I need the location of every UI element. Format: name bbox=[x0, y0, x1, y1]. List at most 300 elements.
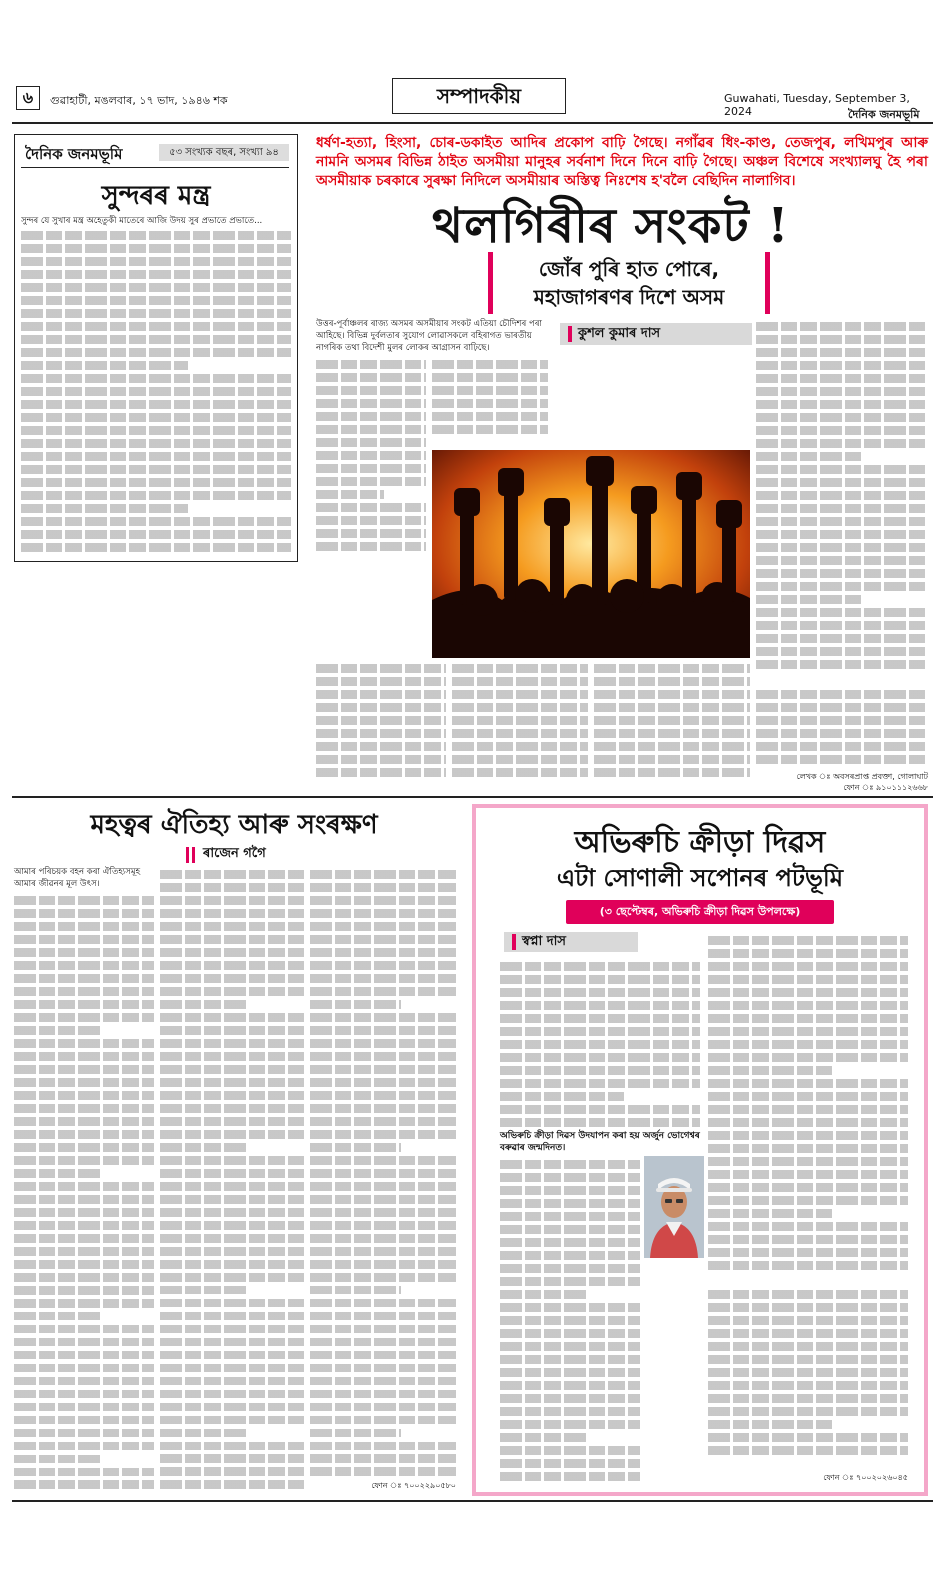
text-line bbox=[432, 425, 548, 434]
text-line bbox=[160, 1429, 249, 1438]
heritage-author: ৰাজেন গগৈ bbox=[203, 846, 266, 861]
text-line bbox=[310, 1039, 456, 1048]
text-line bbox=[14, 922, 154, 931]
text-line bbox=[708, 1144, 908, 1153]
heritage-byline-accent bbox=[186, 847, 189, 863]
text-line bbox=[594, 677, 750, 686]
text-line bbox=[756, 504, 928, 513]
text-line bbox=[756, 742, 928, 751]
text-line bbox=[160, 1052, 304, 1061]
text-line bbox=[500, 1394, 640, 1403]
text-line bbox=[708, 1433, 908, 1442]
heritage-phone: ফোন ঃ ৭০০২২৯০৫৮০ bbox=[371, 1481, 456, 1490]
text-line bbox=[310, 961, 456, 970]
text-line bbox=[14, 1195, 154, 1204]
text-line bbox=[316, 373, 426, 382]
text-line bbox=[316, 529, 426, 538]
text-line bbox=[500, 1199, 640, 1208]
text-line bbox=[160, 974, 304, 983]
text-line bbox=[756, 569, 928, 578]
text-line bbox=[500, 1290, 587, 1299]
text-line bbox=[310, 1221, 456, 1230]
text-line bbox=[756, 582, 928, 591]
text-line bbox=[160, 1247, 304, 1256]
text-line bbox=[756, 703, 928, 712]
text-line bbox=[14, 1117, 154, 1126]
text-line bbox=[160, 1325, 304, 1334]
text-line bbox=[160, 1195, 304, 1204]
text-line bbox=[160, 1454, 304, 1463]
text-line bbox=[310, 1467, 456, 1476]
text-line bbox=[310, 1078, 456, 1087]
text-line bbox=[310, 1273, 456, 1282]
text-line bbox=[500, 1160, 640, 1169]
text-line bbox=[310, 948, 456, 957]
text-line bbox=[316, 477, 426, 486]
text-line bbox=[756, 348, 928, 357]
heritage-byline bbox=[186, 844, 266, 865]
text-line bbox=[316, 768, 446, 777]
text-line bbox=[500, 1316, 640, 1325]
text-line bbox=[594, 768, 750, 777]
heritage-col-2 bbox=[160, 866, 304, 1492]
text-line bbox=[310, 1117, 456, 1126]
main-col-7 bbox=[756, 686, 928, 770]
text-line bbox=[14, 1273, 154, 1282]
text-line bbox=[756, 361, 928, 370]
main-byline bbox=[560, 323, 752, 345]
text-line bbox=[500, 1001, 700, 1010]
main-phone: ফোন ঃ ৯১০১১১২৬৬৮ bbox=[843, 783, 928, 792]
text-line bbox=[21, 244, 291, 253]
text-line bbox=[21, 348, 291, 357]
text-line bbox=[756, 647, 928, 656]
text-line bbox=[160, 1078, 304, 1087]
text-line bbox=[756, 517, 928, 526]
text-line bbox=[21, 270, 291, 279]
text-line bbox=[594, 690, 750, 699]
text-line bbox=[310, 1156, 456, 1165]
text-line bbox=[310, 922, 456, 931]
text-line bbox=[160, 1234, 304, 1243]
text-line bbox=[21, 322, 291, 331]
text-line bbox=[160, 948, 304, 957]
text-line bbox=[756, 608, 928, 617]
editorial-title: সুন্দৰৰ মন্ত্ৰ bbox=[101, 181, 211, 211]
text-line bbox=[160, 1039, 304, 1048]
text-line bbox=[310, 1325, 456, 1334]
text-line bbox=[14, 1234, 154, 1243]
text-line bbox=[160, 1130, 304, 1139]
sports-col-1 bbox=[500, 958, 700, 1128]
text-line bbox=[14, 1130, 154, 1139]
text-line bbox=[160, 987, 304, 996]
text-line bbox=[500, 1027, 700, 1036]
text-line bbox=[708, 1355, 908, 1364]
text-line bbox=[14, 1052, 154, 1061]
editorial-body bbox=[21, 227, 291, 553]
sports-tag: (৩ ছেপ্টেম্বৰ, অভিৰুচি ক্ৰীড়া দিৱস উপলক্ষে) bbox=[566, 900, 834, 924]
text-line bbox=[21, 335, 291, 344]
text-line bbox=[500, 1381, 640, 1390]
text-line bbox=[756, 465, 928, 474]
text-line bbox=[316, 664, 446, 673]
text-line bbox=[756, 387, 928, 396]
text-line bbox=[708, 1420, 832, 1429]
text-line bbox=[160, 1403, 304, 1412]
text-line bbox=[14, 1039, 154, 1048]
text-line bbox=[310, 1416, 456, 1425]
sports-subheadline: এটা সোণালী সপোনৰ পটভূমি bbox=[556, 863, 844, 892]
text-line bbox=[160, 961, 304, 970]
text-line bbox=[594, 716, 750, 725]
text-line bbox=[21, 517, 291, 526]
text-line bbox=[310, 1130, 456, 1139]
text-line bbox=[310, 870, 456, 879]
text-line bbox=[708, 1118, 908, 1127]
text-line bbox=[756, 439, 928, 448]
text-line bbox=[310, 1247, 456, 1256]
text-line bbox=[21, 504, 188, 513]
heritage-col-1 bbox=[14, 892, 154, 1492]
text-line bbox=[500, 1407, 640, 1416]
text-line bbox=[756, 491, 928, 500]
text-line bbox=[500, 1368, 640, 1377]
text-line bbox=[500, 962, 700, 971]
text-line bbox=[756, 530, 928, 539]
text-line bbox=[21, 231, 291, 240]
text-line bbox=[708, 1001, 908, 1010]
sports-headline: অভিৰুচি ক্ৰীড়া দিৱস bbox=[574, 825, 826, 860]
text-line bbox=[500, 1238, 640, 1247]
portrait-svg bbox=[644, 1156, 704, 1258]
text-line bbox=[310, 987, 456, 996]
text-line bbox=[310, 1065, 456, 1074]
text-line bbox=[14, 1351, 154, 1360]
text-line bbox=[432, 399, 548, 408]
text-line bbox=[160, 1000, 249, 1009]
text-line bbox=[316, 412, 426, 421]
text-line bbox=[21, 452, 291, 461]
text-line bbox=[160, 922, 304, 931]
heritage-headline: মহত্বৰ ঐতিহ্য আৰু সংৰক্ষণ bbox=[90, 810, 378, 840]
text-line bbox=[756, 400, 928, 409]
text-line bbox=[756, 690, 928, 699]
text-line bbox=[21, 309, 291, 318]
text-line bbox=[160, 1013, 304, 1022]
sports-pull-quote: অভিৰুচি ক্ৰীড়া দিৱস উদযাপন কৰা হয় অৰ্জুন ভোগেশ্বৰ বৰুৱাৰ জন্মদিনত। bbox=[500, 1131, 700, 1153]
protest-svg bbox=[432, 450, 750, 658]
text-line bbox=[21, 530, 291, 539]
text-line bbox=[21, 387, 291, 396]
text-line bbox=[756, 556, 928, 565]
text-line bbox=[310, 1208, 456, 1217]
text-line bbox=[316, 490, 384, 499]
text-line bbox=[310, 1377, 456, 1386]
text-line bbox=[160, 1208, 304, 1217]
header-dateline-english: Guwahati, Tuesday, September 3, 2024 bbox=[724, 92, 910, 118]
text-line bbox=[500, 1420, 640, 1429]
text-line bbox=[21, 426, 291, 435]
text-line bbox=[452, 703, 588, 712]
text-line bbox=[21, 413, 291, 422]
text-line bbox=[310, 883, 456, 892]
text-line bbox=[160, 1273, 304, 1282]
text-line bbox=[160, 1026, 304, 1035]
text-line bbox=[160, 1364, 304, 1373]
text-line bbox=[160, 1480, 304, 1489]
text-line bbox=[14, 1065, 154, 1074]
text-line bbox=[500, 1066, 700, 1075]
text-line bbox=[310, 896, 456, 905]
text-line bbox=[756, 452, 863, 461]
text-line bbox=[310, 1026, 456, 1035]
text-line bbox=[756, 322, 928, 331]
text-line bbox=[14, 1026, 101, 1035]
text-line bbox=[310, 909, 456, 918]
text-line bbox=[310, 1169, 456, 1178]
text-line bbox=[14, 909, 154, 918]
text-line bbox=[14, 935, 154, 944]
text-line bbox=[708, 1407, 908, 1416]
text-line bbox=[160, 1104, 304, 1113]
text-line bbox=[500, 1053, 700, 1062]
masthead-brand: দৈনিক জনমভূমি bbox=[25, 145, 123, 163]
text-line bbox=[708, 1079, 908, 1088]
text-line bbox=[708, 1131, 908, 1140]
main-subhead-line2: মহাজাগৰণৰ দিশে অসম bbox=[533, 285, 725, 309]
text-line bbox=[432, 412, 548, 421]
page-header bbox=[12, 78, 933, 124]
text-line bbox=[14, 1442, 154, 1451]
sports-col-1b bbox=[500, 1156, 640, 1486]
text-line bbox=[500, 1472, 640, 1481]
header-rule bbox=[12, 122, 933, 124]
text-line bbox=[316, 516, 426, 525]
text-line bbox=[310, 1454, 456, 1463]
text-line bbox=[756, 755, 928, 764]
text-line bbox=[316, 438, 426, 447]
text-line bbox=[432, 386, 548, 395]
text-line bbox=[14, 1078, 154, 1087]
text-line bbox=[756, 335, 928, 344]
text-line bbox=[708, 1222, 908, 1231]
text-line bbox=[310, 1429, 401, 1438]
mid-rule bbox=[12, 796, 933, 798]
text-line bbox=[708, 1183, 908, 1192]
text-line bbox=[500, 1092, 624, 1101]
text-line bbox=[310, 1403, 456, 1412]
text-line bbox=[310, 1052, 456, 1061]
text-line bbox=[160, 1156, 304, 1165]
text-line bbox=[21, 439, 291, 448]
text-line bbox=[708, 1316, 908, 1325]
text-line bbox=[160, 870, 304, 879]
text-line bbox=[316, 716, 446, 725]
text-line bbox=[316, 503, 426, 512]
text-line bbox=[310, 1364, 456, 1373]
text-line bbox=[708, 1053, 908, 1062]
text-line bbox=[708, 1092, 908, 1101]
text-line bbox=[160, 1169, 304, 1178]
editorial-box bbox=[14, 134, 298, 562]
main-subhead-box bbox=[488, 252, 770, 314]
main-col-5 bbox=[452, 660, 588, 784]
protest-illustration bbox=[432, 450, 750, 658]
sports-col-3 bbox=[708, 1286, 908, 1466]
text-line bbox=[14, 1247, 154, 1256]
text-line bbox=[21, 491, 291, 500]
text-line bbox=[316, 451, 426, 460]
text-line bbox=[594, 664, 750, 673]
text-line bbox=[452, 690, 588, 699]
text-line bbox=[160, 1312, 304, 1321]
text-line bbox=[310, 1286, 401, 1295]
sports-box bbox=[472, 804, 928, 1496]
text-line bbox=[14, 1338, 154, 1347]
text-line bbox=[452, 755, 588, 764]
text-line bbox=[316, 703, 446, 712]
text-line bbox=[756, 426, 928, 435]
text-line bbox=[160, 1182, 304, 1191]
text-line bbox=[160, 1117, 304, 1126]
text-line bbox=[160, 883, 304, 892]
text-line bbox=[310, 1013, 456, 1022]
main-subhead-line1: জোঁৰ পুৰি হাত পোৰে, bbox=[538, 257, 720, 281]
text-line bbox=[14, 1325, 154, 1334]
text-line bbox=[14, 1143, 154, 1152]
text-line bbox=[708, 936, 908, 945]
text-line bbox=[500, 1342, 640, 1351]
text-line bbox=[500, 1329, 640, 1338]
text-line bbox=[310, 1351, 456, 1360]
main-col-4 bbox=[316, 660, 446, 784]
text-line bbox=[14, 1182, 154, 1191]
text-line bbox=[14, 1312, 101, 1321]
text-line bbox=[708, 949, 908, 958]
text-line bbox=[160, 1143, 249, 1152]
text-line bbox=[21, 400, 291, 409]
text-line bbox=[708, 1196, 908, 1205]
text-line bbox=[708, 1157, 908, 1166]
text-line bbox=[160, 935, 304, 944]
text-line bbox=[14, 1221, 154, 1230]
text-line bbox=[708, 1342, 908, 1351]
text-line bbox=[708, 988, 908, 997]
text-line bbox=[160, 1416, 304, 1425]
text-line bbox=[316, 425, 426, 434]
sports-author: স্বপ্না দাস bbox=[522, 933, 566, 949]
text-line bbox=[21, 257, 291, 266]
text-line bbox=[756, 543, 928, 552]
text-line bbox=[14, 1403, 154, 1412]
header-brand: দৈনিক জনমভূমি bbox=[848, 108, 920, 121]
text-line bbox=[316, 360, 426, 369]
byline-accent bbox=[568, 326, 572, 342]
text-line bbox=[500, 1014, 700, 1023]
text-line bbox=[21, 361, 188, 370]
text-line bbox=[500, 1118, 700, 1127]
text-line bbox=[708, 1394, 908, 1403]
text-line bbox=[310, 1390, 456, 1399]
sports-byline bbox=[504, 932, 638, 952]
text-line bbox=[160, 896, 304, 905]
text-line bbox=[708, 1368, 908, 1377]
text-line bbox=[708, 1329, 908, 1338]
text-line bbox=[708, 1381, 908, 1390]
text-line bbox=[160, 1260, 304, 1269]
text-line bbox=[432, 373, 548, 382]
main-col-2 bbox=[432, 356, 548, 446]
text-line bbox=[708, 1261, 908, 1270]
text-line bbox=[14, 1468, 154, 1477]
text-line bbox=[708, 1066, 832, 1075]
text-line bbox=[14, 1169, 101, 1178]
text-line bbox=[310, 1260, 456, 1269]
text-line bbox=[500, 1105, 700, 1114]
text-line bbox=[452, 742, 588, 751]
text-line bbox=[316, 542, 426, 551]
text-line bbox=[708, 1170, 908, 1179]
text-line bbox=[310, 1195, 456, 1204]
text-line bbox=[160, 1390, 304, 1399]
sports-col-2 bbox=[708, 932, 908, 1280]
text-line bbox=[500, 1186, 640, 1195]
main-headline: থলগিৰীৰ সংকট ! bbox=[432, 198, 790, 254]
text-line bbox=[160, 1377, 304, 1386]
text-line bbox=[310, 1091, 456, 1100]
text-line bbox=[594, 729, 750, 738]
text-line bbox=[160, 1091, 304, 1100]
text-line bbox=[14, 974, 154, 983]
text-line bbox=[21, 478, 291, 487]
text-line bbox=[310, 1104, 456, 1113]
header-dateline-assamese: গুৱাহাটী, মঙলবাৰ, ১৭ ভাদ, ১৯৪৬ শক bbox=[50, 94, 228, 107]
section-title: সম্পাদকীয় bbox=[392, 78, 566, 114]
text-line bbox=[756, 374, 928, 383]
text-line bbox=[160, 1467, 304, 1476]
text-line bbox=[316, 729, 446, 738]
editorial-lead: সুন্দৰ যে সুখাৰ মন্ত্ৰ অহেতুকী মাতেৰে আজি উদয় সুৰ প্ৰভাতে প্ৰভাতে... bbox=[21, 216, 263, 226]
text-line bbox=[310, 1442, 456, 1451]
text-line bbox=[14, 1299, 154, 1308]
text-line bbox=[14, 1156, 154, 1165]
text-line bbox=[708, 1290, 908, 1299]
text-line bbox=[500, 1264, 640, 1273]
text-line bbox=[500, 1277, 640, 1286]
text-line bbox=[310, 1182, 456, 1191]
text-line bbox=[310, 1143, 401, 1152]
text-line bbox=[500, 1446, 640, 1455]
text-line bbox=[500, 1225, 640, 1234]
portrait-photo bbox=[644, 1156, 704, 1258]
text-line bbox=[708, 1105, 908, 1114]
text-line bbox=[14, 1390, 154, 1399]
text-line bbox=[452, 768, 588, 777]
text-line bbox=[14, 948, 154, 957]
text-line bbox=[500, 975, 700, 984]
text-line bbox=[500, 1040, 700, 1049]
text-line bbox=[500, 1433, 587, 1442]
text-line bbox=[14, 1104, 154, 1113]
text-line bbox=[310, 1312, 456, 1321]
text-line bbox=[21, 374, 291, 383]
text-line bbox=[160, 1286, 249, 1295]
text-line bbox=[160, 1299, 304, 1308]
text-line bbox=[500, 1459, 640, 1468]
text-line bbox=[756, 413, 928, 422]
text-line bbox=[452, 716, 588, 725]
